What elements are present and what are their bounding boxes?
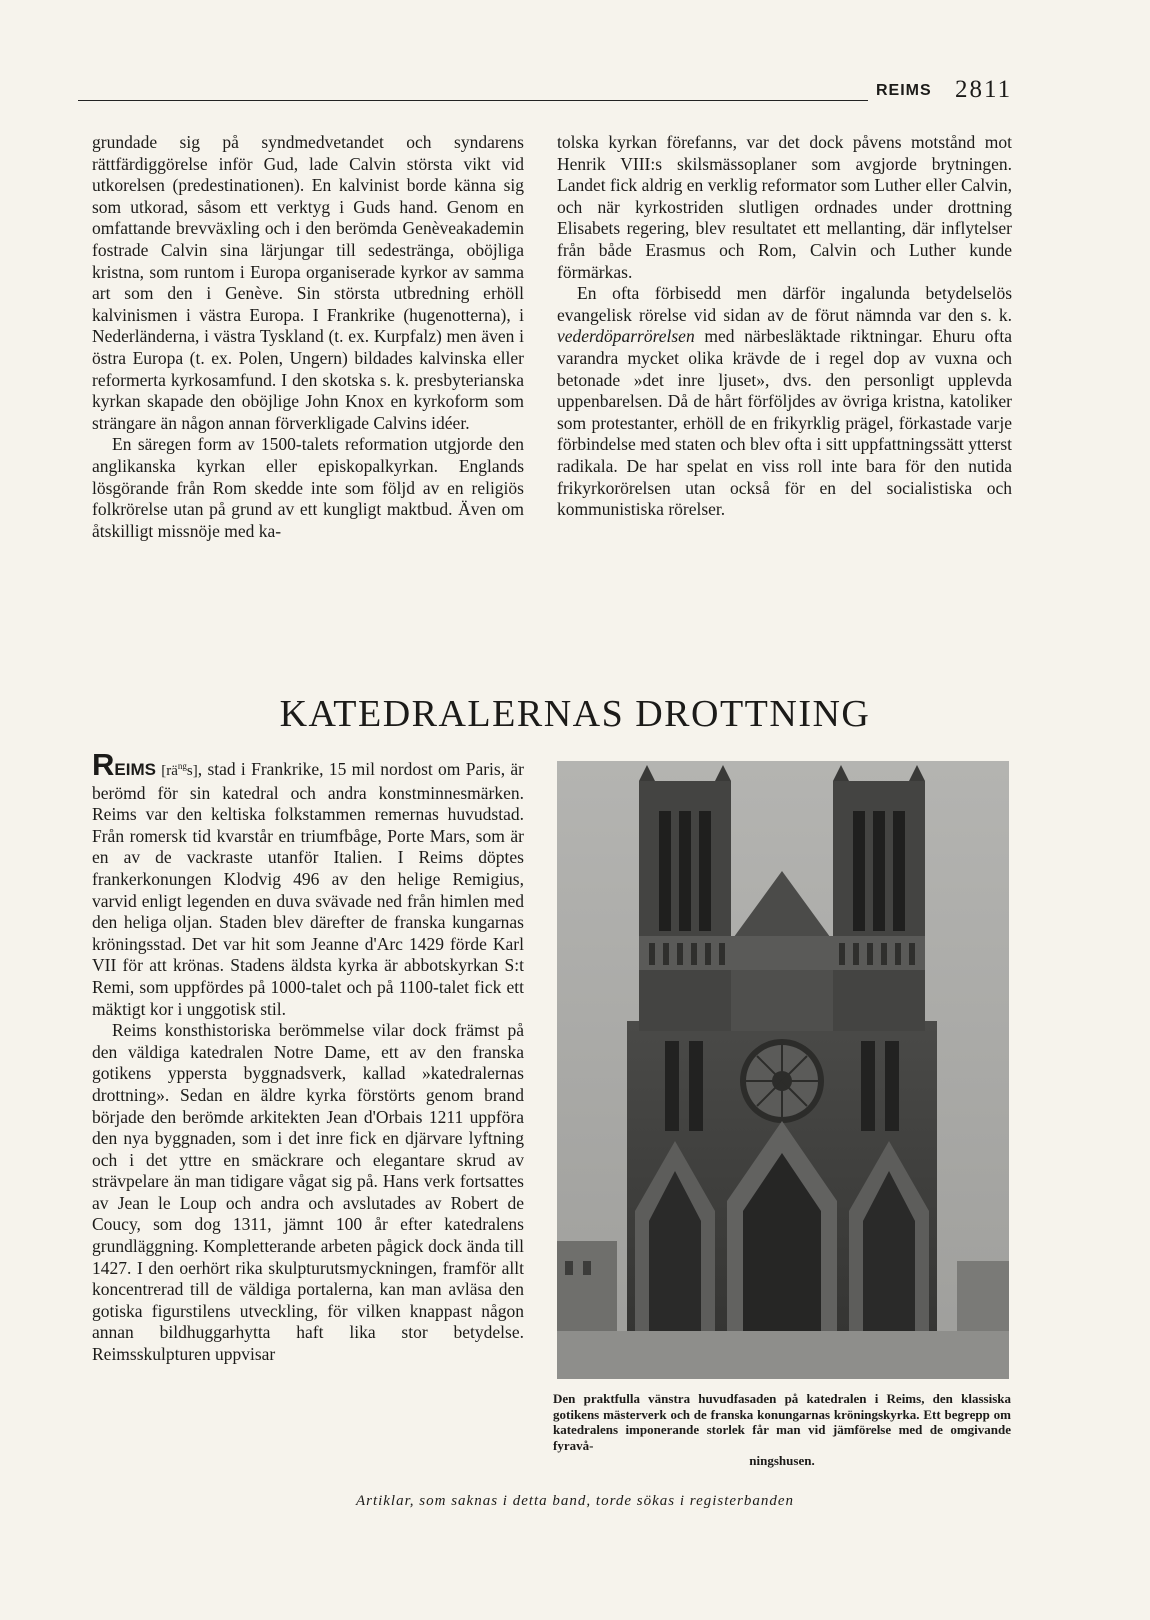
paragraph-text: , stad i Frankrike, 15 mil nordost om Paris, är berömd för sin katedral och andra konstminnesmärken. Reims var den keltiska folkstammen remernas huvudstad. Från romersk tid kvarstår en triumfbåge, Porte Mars, som är en av de vackraste utanför Italien. I Reims döptes frankerkonungen Klodvig 496 av den helige Remigius, varvid enligt legenden en duva svävade ned från himlen med den heliga oljan. Staden blev därefter de franska kungarnas kröningsstad. Det var hit som Jeanne d'Arc 1429 förde Karl VII för att krönas. Stadens äldsta kyrka är abbotskyrkan S:t Remi, som uppfördes på 1000-talet och på 1100-talet fick ett mäktigt kor i unggotisk stil. [92,759,524,1019]
running-title: REIMS [876,82,932,99]
caption-text: Den praktfulla vänstra huvudfasaden på katedralen i Reims, den klassiska gotikens mästerverk och de franska konungarnas kröningskyrka. Ett begrepp om katedralens imponerande storlek får man vid jämförelse med de omgivande fyravå- [553,1391,1011,1453]
pronunciation [161,763,198,779]
paragraph: Reims konsthistoriska berömmelse vilar dock främst på den väldiga katedralen Notre Dame, ett av den franska gotikens yppersta byggnadsverk, kallad »katedralernas drottning». Sedan en äldre kyrka förstörts genom brand började den berömde arkitekten Jean d'Orbais 1211 uppföra den nya byggnaden, som i det inre fick en djärvare lyftning och i det yttre en smäckrare och elegantare skrud av strävpelare än man tidigare vågat sig på. Hans verk fortsattes av Jean le Loup och andra och avslutades av Robert de Coucy, som dog 1311, jämnt 100 år efter katedralens grundläggning. Kompletterande arbeten pågick dock ända till 1427. I den oerhört rika skulpturutsmyckningen, framför allt koncentrerad till de väldiga portalerna, kan man avläsa den gotiska figurstilens utveckling, för vilken knappast någon annan bildhuggarhytta haft lika stor betydelse. Reimsskulpturen uppvisar [92,1020,524,1365]
pronunciation-close: s] [186,763,198,779]
header-rule [78,100,868,101]
footer-note: Artiklar, som saknas i detta band, torde sökas i registerbanden [355,1493,795,1509]
cathedral-photo [557,761,1009,1379]
article-column [92,747,524,1366]
paragraph: En säregen form av 1500-talets reformation utgjorde den anglikanska kyrkan eller episkopalkyrkan. Englands lösgörande från Rom skedde inte som följd av en religiös folkrörelse utan på grund av ett kungligt maktbud. Även om åtskilligt missnöje med ka- [92,434,524,541]
pronunciation-open: [rä [161,763,178,779]
paragraph: grundade sig på syndmedvetandet och syndarens rättfärdiggörelse inför Gud, lade Calvin största vikt vid utkorelsen (predestinationen). En kalvinist borde känna sig som utkorad, såsom ett verktyg i Guds hand. Genom en omfattande brevväxling och i den berömda Genèveakademin fostrade Calvin sina lärjungar till sedestränga, oböjliga kristna, som runtom i Europa organiserade kyrkor av samma art som den i Genève. Sin största utbredning erhöll kalvinismen i västra Europa. I Frankrike (hugenotterna), i Nederländerna, i västra Tyskland (t. ex. Kurpfalz) men även i östra Europa (t. ex. Polen, Ungern) bildades kalvinska eller reformerta kyrkosamfund. I den skotska s. k. presbyterianska kyrkan skapade den oböjlige John Knox en kyrkoform som strängare än någon annan förverkligade Calvins idéer. [92,132,524,433]
top-left-column [92,132,524,542]
lemma-paragraph [92,747,524,1020]
paragraph-text: En ofta förbisedd men därför ingalunda betydelselös evangelisk rörelse vid sidan av de förut nämnda var den s. k. [557,283,1012,325]
top-right-column [557,132,1012,521]
section-title: KATEDRALERNAS DROTTNING [279,693,871,735]
italic-term: vederdöparrörelsen [557,326,695,347]
lemma-initial: R [92,747,115,782]
paragraph: tolska kyrkan förefanns, var det dock påvens motstånd mot Henrik VIII:s skilsmässoplaner som avgjorde brytningen. Landet fick aldrig en verklig reformator som Luther eller Calvin, och när kyrkostriden slutligen ordnades under drottning Elisabets regering, blev resultatet ett mellanting, där inflytelser från både Erasmus och Rom, Calvin och Luther kunde förmärkas. [557,132,1012,282]
lemma-headword [92,747,156,782]
lemma-rest: EIMS [114,760,156,779]
paragraph [557,283,1012,521]
pronunciation-sup: ng [177,761,187,771]
page-number: 2811 [955,76,1013,103]
caption-last-line: ningshusen. [749,1453,815,1469]
photo-caption [553,1391,1011,1469]
paragraph-text: med närbesläktade riktningar. Ehuru ofta varandra mycket olika krävde de i regel dop av vuxna och betonade »det inre ljuset», dvs. den personligt upplevda uppenbarelsen. Då de hårt förföljdes av övriga kristna, katoliker som protestanter, erhöll de en frikyrklig prägel, förkastade varje förbindelse med staten och blev ofta i sitt uppfattningssätt ytterst radikala. De har spelat en viss roll inte bara för den nutida frikyrkorörelsen utan också för en del socialistiska och kommunistiska rörelser. [557,326,1012,520]
